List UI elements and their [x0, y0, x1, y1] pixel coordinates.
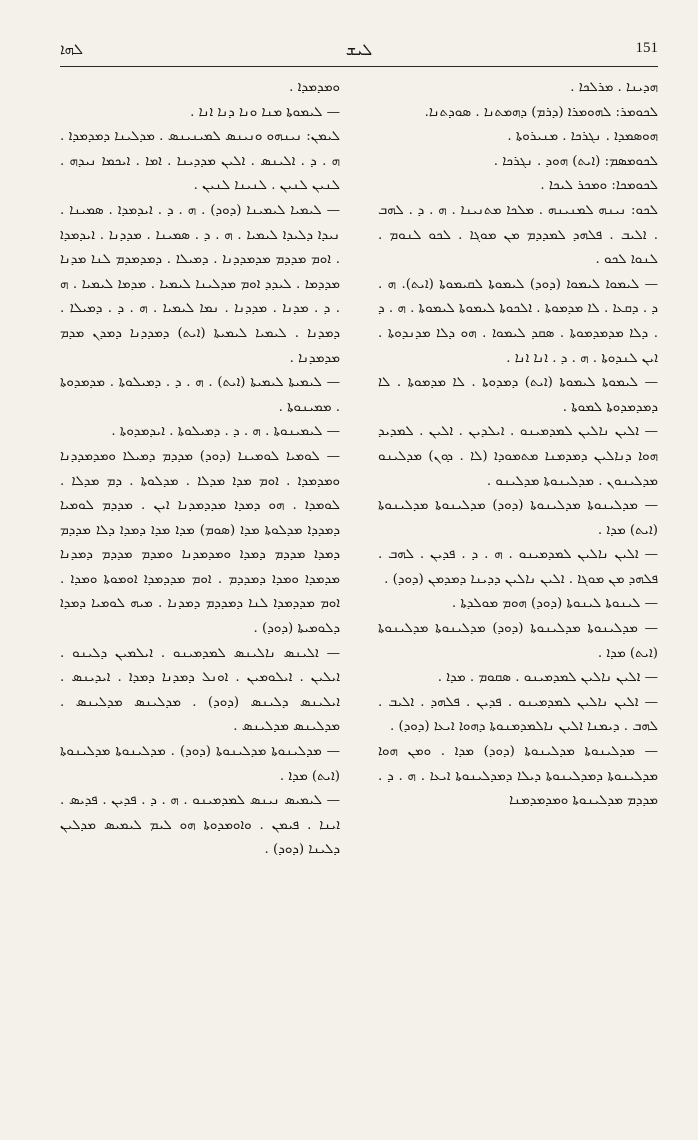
- right-column: [378, 76, 658, 814]
- dictionary-entry: — ܡܕܠܝܢܘܬܐ ܡܕܠܝܢܘܬܐ (ܕܘܕ) ܡܕܠܝܢܘܬܐ ܡܕܠܝܢܘܬܐ (ܐܝܬ) ܡܕܐ .: [378, 498, 658, 538]
- running-header: [60, 40, 658, 66]
- dictionary-entry: — ܠܘܡܝܐ ܠܘܡܝܢܐ (ܕܘܕ) ܡܕܕܡ ܕܡܝܠܐ ܘܡܕܡܕܕܢܐ ܘܡܕܡܕܐ . ܐܘܡ ܡܕܐ ܡܕܠܐ . ܡܕܠܘܬܐ . ܕܡ ܡܕܠܐ . ܠܘܡܕܐ . ܗܘ ܕܡܕܐ ܡܕܕܡܕܢܐ ܐܝܢ . ܡܕܕܡ ܠܘܡܝܐ ܕܡܕܕܐ ܡܕܠܘܬܐ ܡܕܐ (ܣܘܡ) ܡܕܐ ܡܕܐ ܕܡܕܐ ܕܠܐ ܡܕܕܡ ܕܡܕܐ ܡܕܕܡ ܕܡܕܐ ܘܡܕܡܕܢܐ ܘܡܕܡ ܡܕܕܡ ܕܡܕܢܐ ܡܕܡܕܐ ܘܡܕܐ ܕܡܕܕܡ . ܐܘܡ ܡܕܕܡܕܐ ܐܘܡܘܬܐ ܘܡܕܐ . ܐܘܡ ܡܕܕܡܕܐ ܠܢܐ ܕܡܕܕܡ ܕܡܕܢܐ . ܡܝܗ ܠܘܡܝܐ ܕܡܕܐ ܕܠܘܡܝܬܐ (ܕܘܕ) .: [60, 448, 340, 637]
- dictionary-entry: ܠܟܘܡܣܡ: (ܐܝܬ) ܗܘܕ . ܢܓܪܟܐ .: [493, 153, 658, 169]
- dictionary-entry: ܗܘܣܡܕܐ . ܢܓܪܟܐ . ܡܢܝܪܘܬܐ .: [507, 129, 658, 145]
- dictionary-entry: ܠܟܘܡܪ: ܠܗܘܡܪܐ (ܕܪܡ) ܕܗܡܬܢܐ . ܣܘܕܬܢܐ.: [424, 104, 658, 120]
- dictionary-entry: — ܐܠܝܢ ܢܐܠܝܢ ܠܡܕܡܝܢܘ . ܦܕܝܢ . ܦܠܗܕ . ܐܠܝܒ . ܠܗܒ . ܕܝܡܢܐ ܐܠܝܢ ܢܐܠܡܕܡܢܘܬܐ ܕܗܘܐ ܐܝܥܐ (ܕܘܕ) .: [378, 694, 658, 735]
- dictionary-entry: — ܠܝܡܘܬܐ ܡܢܐ ܘܢܐ ܕܢܐ ܐܢܐ .: [190, 104, 340, 120]
- dictionary-entry: — ܐܠܝܢ ܢܐܠܝܢ ܠܡܕܡܝܢܘ . ܣܩܘܡ . ܡܕܐ .: [437, 670, 658, 686]
- header-left-word: ܠܗܐ: [60, 40, 84, 58]
- dictionary-entry: — ܠܝܡܘܐ ܠܝܡܘܐ (ܕܘܕ) ܠܝܡܘܬܐ ܠܩܝܡܘܬܐ (ܐܝܬ). ܗ . ܕ . ܕܩܥܐ . ܠܐ ܡܕܡܘܬܐ . ܐܠܟܘܬܐ ܠܝܡܘܬܐ ܠܝܡܘܬܐ . ܗ . ܕ . ܕܠܐ ܡܕܡܕܡܘܬܐ . ܣܩܕ ܠܝܡܘܐ . ܗܘ ܕܠܐ ܡܕܢܕܘܬܐ . ܐܝܢ ܠܢܕܘܬܐ . ܗ . ܕ . ܐܢܐ ܐܢܐ .: [378, 276, 658, 366]
- dictionary-entry: — ܡܕܠܝܢܘܬܐ ܡܕܠܝܢܘܬܐ (ܕܘܕ) ܡܕܐ . ܘܡܢ ܗܘܐ ܡܕܠܝܢܘܬܐ ܕܡܕܠܝܢܘܬܐ ܕܝܠܐ ܕܡܕܠܝܢܘܬܐ ܐܝܥܐ . ܗ . ܕ . ܡܕܕܡ ܡܕܠܝܢܘܬܐ ܘܡܕܡܕܡܢܐ: [378, 744, 658, 809]
- page-number: 151: [635, 40, 658, 56]
- dictionary-entry: — ܡܕܠܝܢܘܬܐ ܡܕܠܝܢܘܬܐ (ܕܘܕ) ܡܕܠܝܢܘܬܐ ܡܕܠܝܢܘܬܐ (ܐܝܬ) ܡܕܐ .: [378, 621, 658, 661]
- dictionary-entry: — ܠܝܡܝܐ ܠܝܡܝܢܐ (ܕܘܕ) . ܗ . ܕ . ܐܝܕܡܕܐ . ܣܡܝܢܐ . ܢܝܕܐ ܕܠܝܕܐ ܠܝܡܝܐ . ܗ . ܕ . ܣܡܝܢܐ . ܡܕܕܢܐ . ܐܝܕܡܕܐ . ܐܘܡ ܡܕܕܡ ܡܕܡܕܕܢܐ . ܕܡܝܠܐ . ܕܡܕܡܕܡ ܠܢܐ ܡܕܢܐ ܡܕܕܡܐ . ܠܝܕܕ ܐܘܡ ܡܕܠܝܢܐ ܠܝܡܝܐ . ܡܕܡܐ ܠܝܡܝܐ . ܗ . ܕ . ܡܕܢܐ . ܡܕܕܢܐ . ܢܡܐ ܠܝܡܝܐ . ܗ . ܕ . ܕܡܝܠܐ . ܕܡܕܢܐ . ܠܝܡܝܐ ܠܝܡܝܬܐ (ܐܝܬ) ܕܡܕܕܢܐ ܕܡܕܢ ܡܕܡ ܡܕܡܕܢܐ .: [60, 202, 340, 366]
- dictionary-entry: ܠܟܘ: ܢܝܢܗ ܠܡܢܝܢܗ . ܡܠܟܐ ܡܬܢܝܢܐ . ܗ . ܕ . ܠܗܒ . ܐܠܝܒ . ܦܠܗܕ ܠܡܕܕܡ ܡܢ ܡܘܓܐ . ܠܟܘ ܠܢܘܡ . ܠܢܘܐ ܠܟܘ .: [378, 202, 658, 268]
- dictionary-entry: ܠܟܘܡܟܐ: ܘܡܟܪ ܠܝܟܐ .: [540, 178, 658, 194]
- dictionary-entry: ܠܝܡܢ: ܢܝܢܗܘ ܘܢܝܢܣ ܠܡܝܢܝܢܣ . ܡܕܠܝܢܐ ܕܡܕܡܕܐ . ܗ . ܕ . ܐܠܝܢܣ . ܐܠܝܢ ܡܕܕܝܢܐ . ܐܡܐ . ܐܝܟܡܐ ܢܝܕܗ . ܠܢܝܢ ܠܢܝܢ . ܠܢܝܢܐ ܠܢܝܢ .: [60, 129, 340, 194]
- dictionary-entry: — ܡܕܠܝܢܘܬܐ ܡܕܠܝܢܘܬܐ (ܕܘܕ) . ܡܕܠܝܢܘܬܐ ܡܕܠܝܢܘܬܐ (ܐܝܬ) ܡܕܐ .: [60, 744, 340, 784]
- dictionary-entry: — ܐܠܝܢ ܢܐܠܝܢ ܠܡܕܡܝܢܘ . ܐܝܠܕܝܢ . ܐܠܝܢ . ܠܡܕܝܕ ܗܘܐ ܕܢܐܠܝܢ ܕܡܕܡܢܐ ܡܬܡܘܕܐ (ܠܐ . ܕܘܢ) ܡܕܠܝܢܘ ܡܕܠܝܢܘܢ . ܡܕܠܝܢܘܬܐ ܡܕܠܝܢܘ .: [378, 424, 658, 489]
- header-rule: [60, 66, 658, 67]
- dictionary-entry: — ܠܝܢܘܬܐ ܠܝܢܘܬܐ (ܕܘܕ) ܗܘܡ ܡܘܠܕܬܐ .: [451, 596, 658, 612]
- dictionary-entry: — ܐܠܝܢܣ ܢܐܠܝܢܣ ܠܡܕܡܝܢܘ . ܐܝܠܡܝܢ ܕܠܝܢܘ . ܐܝܠܝܢ . ܐܝܠܘܡܝܢ . ܐܘܢܠ ܕܡܕܢܐ ܕܡܕܐ . ܐܝܕܝܢܣ . ܐܝܠܝܢܣ ܕܠܝܢܣ (ܕܘܕ) . ܡܕܠܝܢܣ ܡܕܠܝܢܣ . ܡܕܠܝܢܣ ܡܕܠܝܢܣ .: [60, 645, 340, 735]
- left-column: [60, 76, 340, 863]
- dictionary-entry: — ܠܝܡܘܬܐ ܠܝܡܘܬܐ (ܐܝܬ) ܕܡܕܘܬܐ . ܠܐ ܡܕܡܘܬܐ . ܠܐ ܕܡܕܡܕܘܬܐ ܠܡܘܬܐ .: [378, 375, 658, 415]
- dictionary-entry: — ܠܝܡܝܬܐ ܠܝܡܝܬܐ (ܐܝܬ) . ܗ . ܕ . ܕܡܝܠܘܬܐ . ܡܕܡܕܘܬܐ . ܡܡܝܢܘܬܐ .: [60, 375, 340, 415]
- dictionary-entry: — ܠܝܡܝܢܘܬܐ . ܗ . ܕ . ܕܡܝܠܘܬܐ . ܐܝܕܡܕܘܬܐ .: [111, 424, 340, 440]
- dictionary-entry: — ܐܠܝܢ ܢܐܠܝܢ ܠܡܕܡܝܢܘ . ܗ . ܕ . ܦܕܝܢ . ܠܗܒ . ܦܠܗܕ ܡܢ ܡܘܓܐ . ܐܠܝܢ ܢܐܠܝܢ ܕܕܝܢܐ ܕܡܕܡܢ (ܕܘܕ) .: [378, 547, 658, 587]
- dictionary-entry: ܗܕܝܢܐ . ܡܪܠܟܐ .: [570, 80, 658, 95]
- dictionary-entry: — ܠܝܡܝܣ ܢܝܢܣ ܠܡܕܡܝܢܘ . ܗ . ܕ . ܦܕܝܢ . ܦܕܝܣ . ܐܝܢܐ . ܦܝܡܢ . ܘܐܘܡܕܘܬܐ ܗܘ ܠܝܡ ܠܝܡܝܣ ܡܕܠܝܢ ܕܠܝܢܐ (ܕܘܕ) .: [60, 793, 340, 858]
- dictionary-entry: ܘܡܕܡܕܐ .: [289, 80, 340, 95]
- header-headword: ܠܝܫ: [345, 40, 373, 59]
